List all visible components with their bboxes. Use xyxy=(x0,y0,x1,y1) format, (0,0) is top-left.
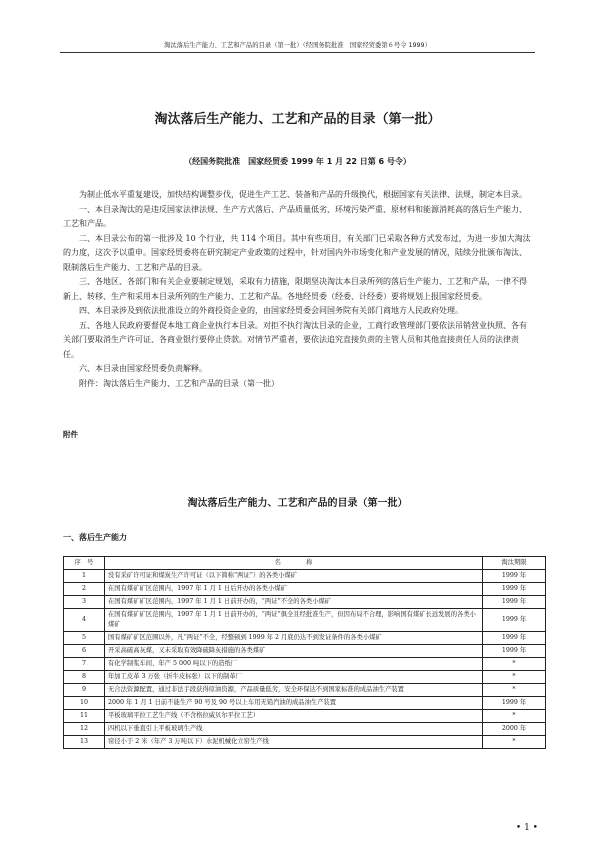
row-number: 11 xyxy=(64,710,105,723)
header-deadline: 淘汰期限 xyxy=(483,557,546,570)
paragraph-2: 二、本目录公布的第一批涉及 10 个行业，共 114 个项目。其中有些项目，有关部门已采取各种方式发布过，为进一步加大淘汰的力度，这次予以重申。国家经贸委将在研究制定产业政策的过程中，针对国内外市场变化和产业发展的情况，陆续分批颁布淘汰、限制落后生产能力、工艺和产品的目录。 xyxy=(63,233,531,272)
row-deadline: 1999 年 xyxy=(483,583,546,596)
row-name: 在国有煤矿矿区范围内，1997 年 1 月 1 日前开办的，“两证”不全的各类小煤矿 xyxy=(105,596,483,609)
row-name: 四机以下垂直引上平板玻璃生产线 xyxy=(105,723,483,736)
table-row xyxy=(64,736,546,749)
row-deadline: * xyxy=(483,710,546,723)
table-row xyxy=(64,645,546,658)
table-row xyxy=(64,671,546,684)
row-name: 开采高硫高灰煤，又未采取有效降硫降灰措施的各类煤矿 xyxy=(105,645,483,658)
paragraph-6: 六、本目录由国家经贸委负责解释。 xyxy=(79,364,207,373)
paragraph-attachment: 附件：淘汰落后生产能力、工艺和产品的目录（第一批） xyxy=(79,378,279,388)
paragraph-3: 三、各地区、各部门和有关企业要制定规划，采取有力措施，限期坚决淘汰本目录所列的落后生产能力、工艺和产品，一律不得新上、转移、生产和采用本目录所列的生产能力、工艺和产品。各地经贸委（经委、计经委）要将规划上报国家经贸委。 xyxy=(63,277,527,301)
running-header: 淘汰落后生产能力、工艺和产品的目录（第一批）（经国务院批准 国家经贸委第６号令 1999） xyxy=(60,40,535,53)
row-deadline: 2000 年 xyxy=(483,723,546,736)
table-row xyxy=(64,570,546,583)
row-number: 3 xyxy=(64,596,105,609)
table-row xyxy=(64,596,546,609)
row-deadline: 1999 年 xyxy=(483,697,546,710)
row-deadline: 1999 年 xyxy=(483,570,546,583)
row-name: 有化学制浆车间、年产 5 000 吨以下的造纸厂 xyxy=(105,658,483,671)
row-name: 年加工皮革 3 万张（折牛皮标张）以下的制革厂 xyxy=(105,671,483,684)
paragraph-5: 五、各地人民政府要督促本地工商企业执行本目录。对拒不执行淘汰目录的企业，工商行政管理部门要依法吊销营业执照、各有关部门要取消生产许可证、各商业银行要停止贷款。对情节严重者，要依法追究直接负责的主管人员和其他直接责任人员的法律责任。 xyxy=(63,320,527,359)
row-deadline: * xyxy=(483,684,546,697)
row-deadline: * xyxy=(483,671,546,684)
table-row xyxy=(64,697,546,710)
row-number: 13 xyxy=(64,736,105,749)
section-heading: 一、落后生产能力 xyxy=(63,533,127,542)
table-row xyxy=(64,723,546,736)
table-row xyxy=(64,609,546,632)
row-name: 没有采矿许可证和煤炭生产许可证（以下简称“两证”）的各类小煤矿 xyxy=(105,570,483,583)
paragraph-4: 四、本目录涉及到依法批准设立的外商投资企业的，由国家经贸委会同国务院有关部门商地方人民政府处理。 xyxy=(79,306,463,315)
row-number: 9 xyxy=(64,684,105,697)
list-title: 淘汰落后生产能力、工艺和产品的目录（第一批） xyxy=(187,498,408,509)
row-name: 国有煤矿矿区范围以外，凡“两证”不全，经整顿到 1999 年 2 月底仍达不到发证条件的各类小煤矿 xyxy=(105,632,483,645)
row-number: 1 xyxy=(64,570,105,583)
row-number: 7 xyxy=(64,658,105,671)
paragraph-intro: 为制止低水平重复建设，加快结构调整步伐，促进生产工艺、装备和产品的升级换代，根据国家有关法律、法规，制定本目录。 xyxy=(79,190,527,199)
document-title: 淘汰落后生产能力、工艺和产品的目录（第一批） xyxy=(154,112,441,127)
row-name: 无合法资源配置，通过非法手段获得原油资源，产品质量低劣，安全环保达不到国家标准的成品油生产装置 xyxy=(105,684,483,697)
row-deadline: 1999 年 xyxy=(483,596,546,609)
table-row xyxy=(64,658,546,671)
table-row xyxy=(64,583,546,596)
row-name: 在国有煤矿矿区范围内，1997 年 1 月 1 日后开办的各类小煤矿 xyxy=(105,583,483,596)
table-row xyxy=(64,684,546,697)
table-header-row xyxy=(64,557,546,570)
row-number: 12 xyxy=(64,723,105,736)
row-name: 平板玻璃平拉工艺生产线（不含格拉威贝尔平拉工艺） xyxy=(105,710,483,723)
row-number: 2 xyxy=(64,583,105,596)
header-name: 名 称 xyxy=(105,557,483,570)
attachment-label: 附件 xyxy=(63,430,78,439)
row-deadline: 1999 年 xyxy=(483,645,546,658)
row-name: 窑径小于 2 米（年产 3 万吨以下）水泥机械化立窑生产线 xyxy=(105,736,483,749)
row-deadline: * xyxy=(483,736,546,749)
table-row xyxy=(64,632,546,645)
row-deadline: * xyxy=(483,658,546,671)
row-number: 6 xyxy=(64,645,105,658)
row-number: 5 xyxy=(64,632,105,645)
row-number: 4 xyxy=(64,609,105,632)
row-number: 10 xyxy=(64,697,105,710)
page-number: • 1 • xyxy=(515,823,538,833)
row-deadline: 1999 年 xyxy=(483,609,546,632)
body-text xyxy=(63,188,534,391)
elimination-table xyxy=(63,556,546,749)
header-number: 序 号 xyxy=(64,557,105,570)
row-name: 在国有煤矿矿区范围内，1997 年 1 月 1 日前开办的，“两证”俱全且经批准生产，但因布局不合理，影响国有煤矿长远发展的各类小煤矿 xyxy=(105,609,483,632)
paragraph-1: 一、本目录淘汰的是违反国家法律法规、生产方式落后、产品质量低劣、环境污染严重、原材料和能源消耗高的落后生产能力、工艺和产品。 xyxy=(63,204,527,228)
row-deadline: 1999 年 xyxy=(483,632,546,645)
table-row xyxy=(64,710,546,723)
row-number: 8 xyxy=(64,671,105,684)
document-subtitle: （经国务院批准 国家经贸委 1999 年 1 月 22 日第 6 号令） xyxy=(184,157,411,166)
row-name: 2000 年 1 月 1 日前不能生产 90 号及 90 号以上车用无铅汽油的成品油生产装置 xyxy=(105,697,483,710)
